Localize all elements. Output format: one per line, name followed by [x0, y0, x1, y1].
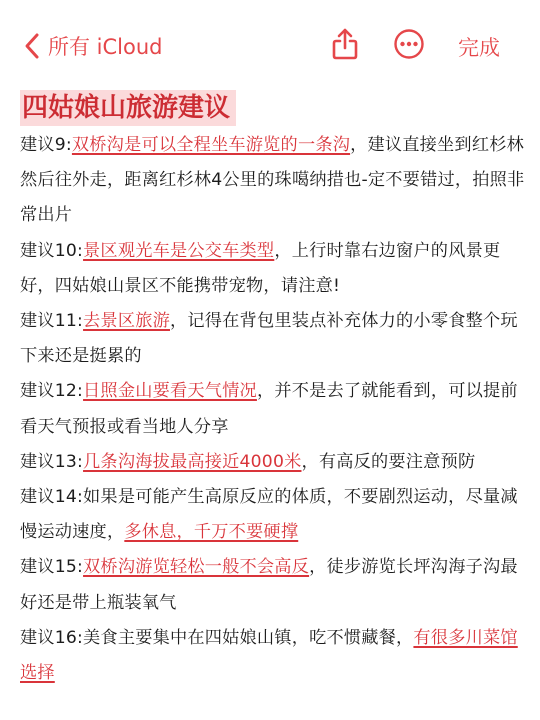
- tip-text: ，建议直接坐到红杉林然后往外走，距离红杉林4公里的珠噶纳措也-定不要错过，拍照非常出片: [20, 135, 525, 226]
- tip-paragraph: [20, 304, 526, 374]
- more-button[interactable]: [392, 28, 426, 64]
- share-icon: [331, 27, 359, 65]
- tip-paragraph: [20, 480, 526, 550]
- more-icon: [393, 28, 425, 64]
- tip-text: ，徒步游览长坪沟海子沟最好还是带上瓶装氧气: [20, 557, 518, 613]
- tip-highlight: 双桥沟游览轻松一般不会高反: [83, 557, 310, 578]
- tip-number: 建议14:: [20, 487, 84, 508]
- tip-text: ，并不是去了就能看到，可以提前看天气预报或看当地人分享: [20, 381, 518, 437]
- back-button[interactable]: [24, 28, 163, 64]
- chevron-left-icon: [24, 32, 40, 60]
- back-label: 所有 iCloud: [48, 35, 163, 59]
- tip-number: 建议16:: [20, 627, 84, 648]
- tip-number: 建议9:: [20, 135, 72, 155]
- navigation-bar: [0, 0, 540, 90]
- share-button[interactable]: [328, 28, 362, 64]
- tip-number: 建议12:: [20, 381, 84, 402]
- tip-text: 美食主要集中在四姑娘山镇，吃不惯藏餐，: [83, 627, 414, 648]
- tip-number: 建议10:: [20, 240, 84, 261]
- done-button[interactable]: 完成: [458, 36, 500, 60]
- tip-paragraph: [20, 550, 526, 620]
- note-title: 四姑娘山旅游建议: [20, 90, 236, 126]
- tip-number: 建议13:: [20, 451, 84, 472]
- note-body[interactable]: [20, 90, 526, 691]
- tip-number: 建议11:: [20, 311, 84, 332]
- tip-highlight: 双桥沟是可以全程坐车游览的一条沟: [71, 135, 351, 155]
- tip-highlight: 有很多川菜馆选择: [20, 627, 518, 684]
- tip-highlight: 日照金山要看天气情况: [83, 381, 257, 402]
- tip-highlight: 几条沟海拔最高接近4000米: [83, 451, 302, 472]
- tip-paragraph: [20, 445, 526, 480]
- tip-text: 如果是可能产生高原反应的体质，不要剧烈运动，尽量减慢运动速度，: [20, 487, 518, 543]
- note-text: [20, 128, 526, 691]
- tip-highlight: 景区观光车是公交车类型: [83, 240, 275, 261]
- tip-paragraph: [20, 374, 526, 444]
- tip-text: ，上行时靠右边窗户的风景更好，四姑娘山景区不能携带宠物，请注意!: [20, 240, 501, 296]
- tip-paragraph: [20, 621, 526, 691]
- tip-highlight: 去景区旅游: [83, 311, 170, 332]
- tip-paragraph: [20, 128, 526, 234]
- tip-number: 建议15:: [20, 557, 84, 578]
- tip-text: ，记得在背包里装点补充体力的小零食整个玩下来还是挺累的: [20, 311, 518, 367]
- tip-paragraph: [20, 234, 526, 304]
- tip-highlight: 多休息，千万不要硬撑: [124, 522, 299, 543]
- tip-text: ，有高反的要注意预防: [301, 451, 476, 472]
